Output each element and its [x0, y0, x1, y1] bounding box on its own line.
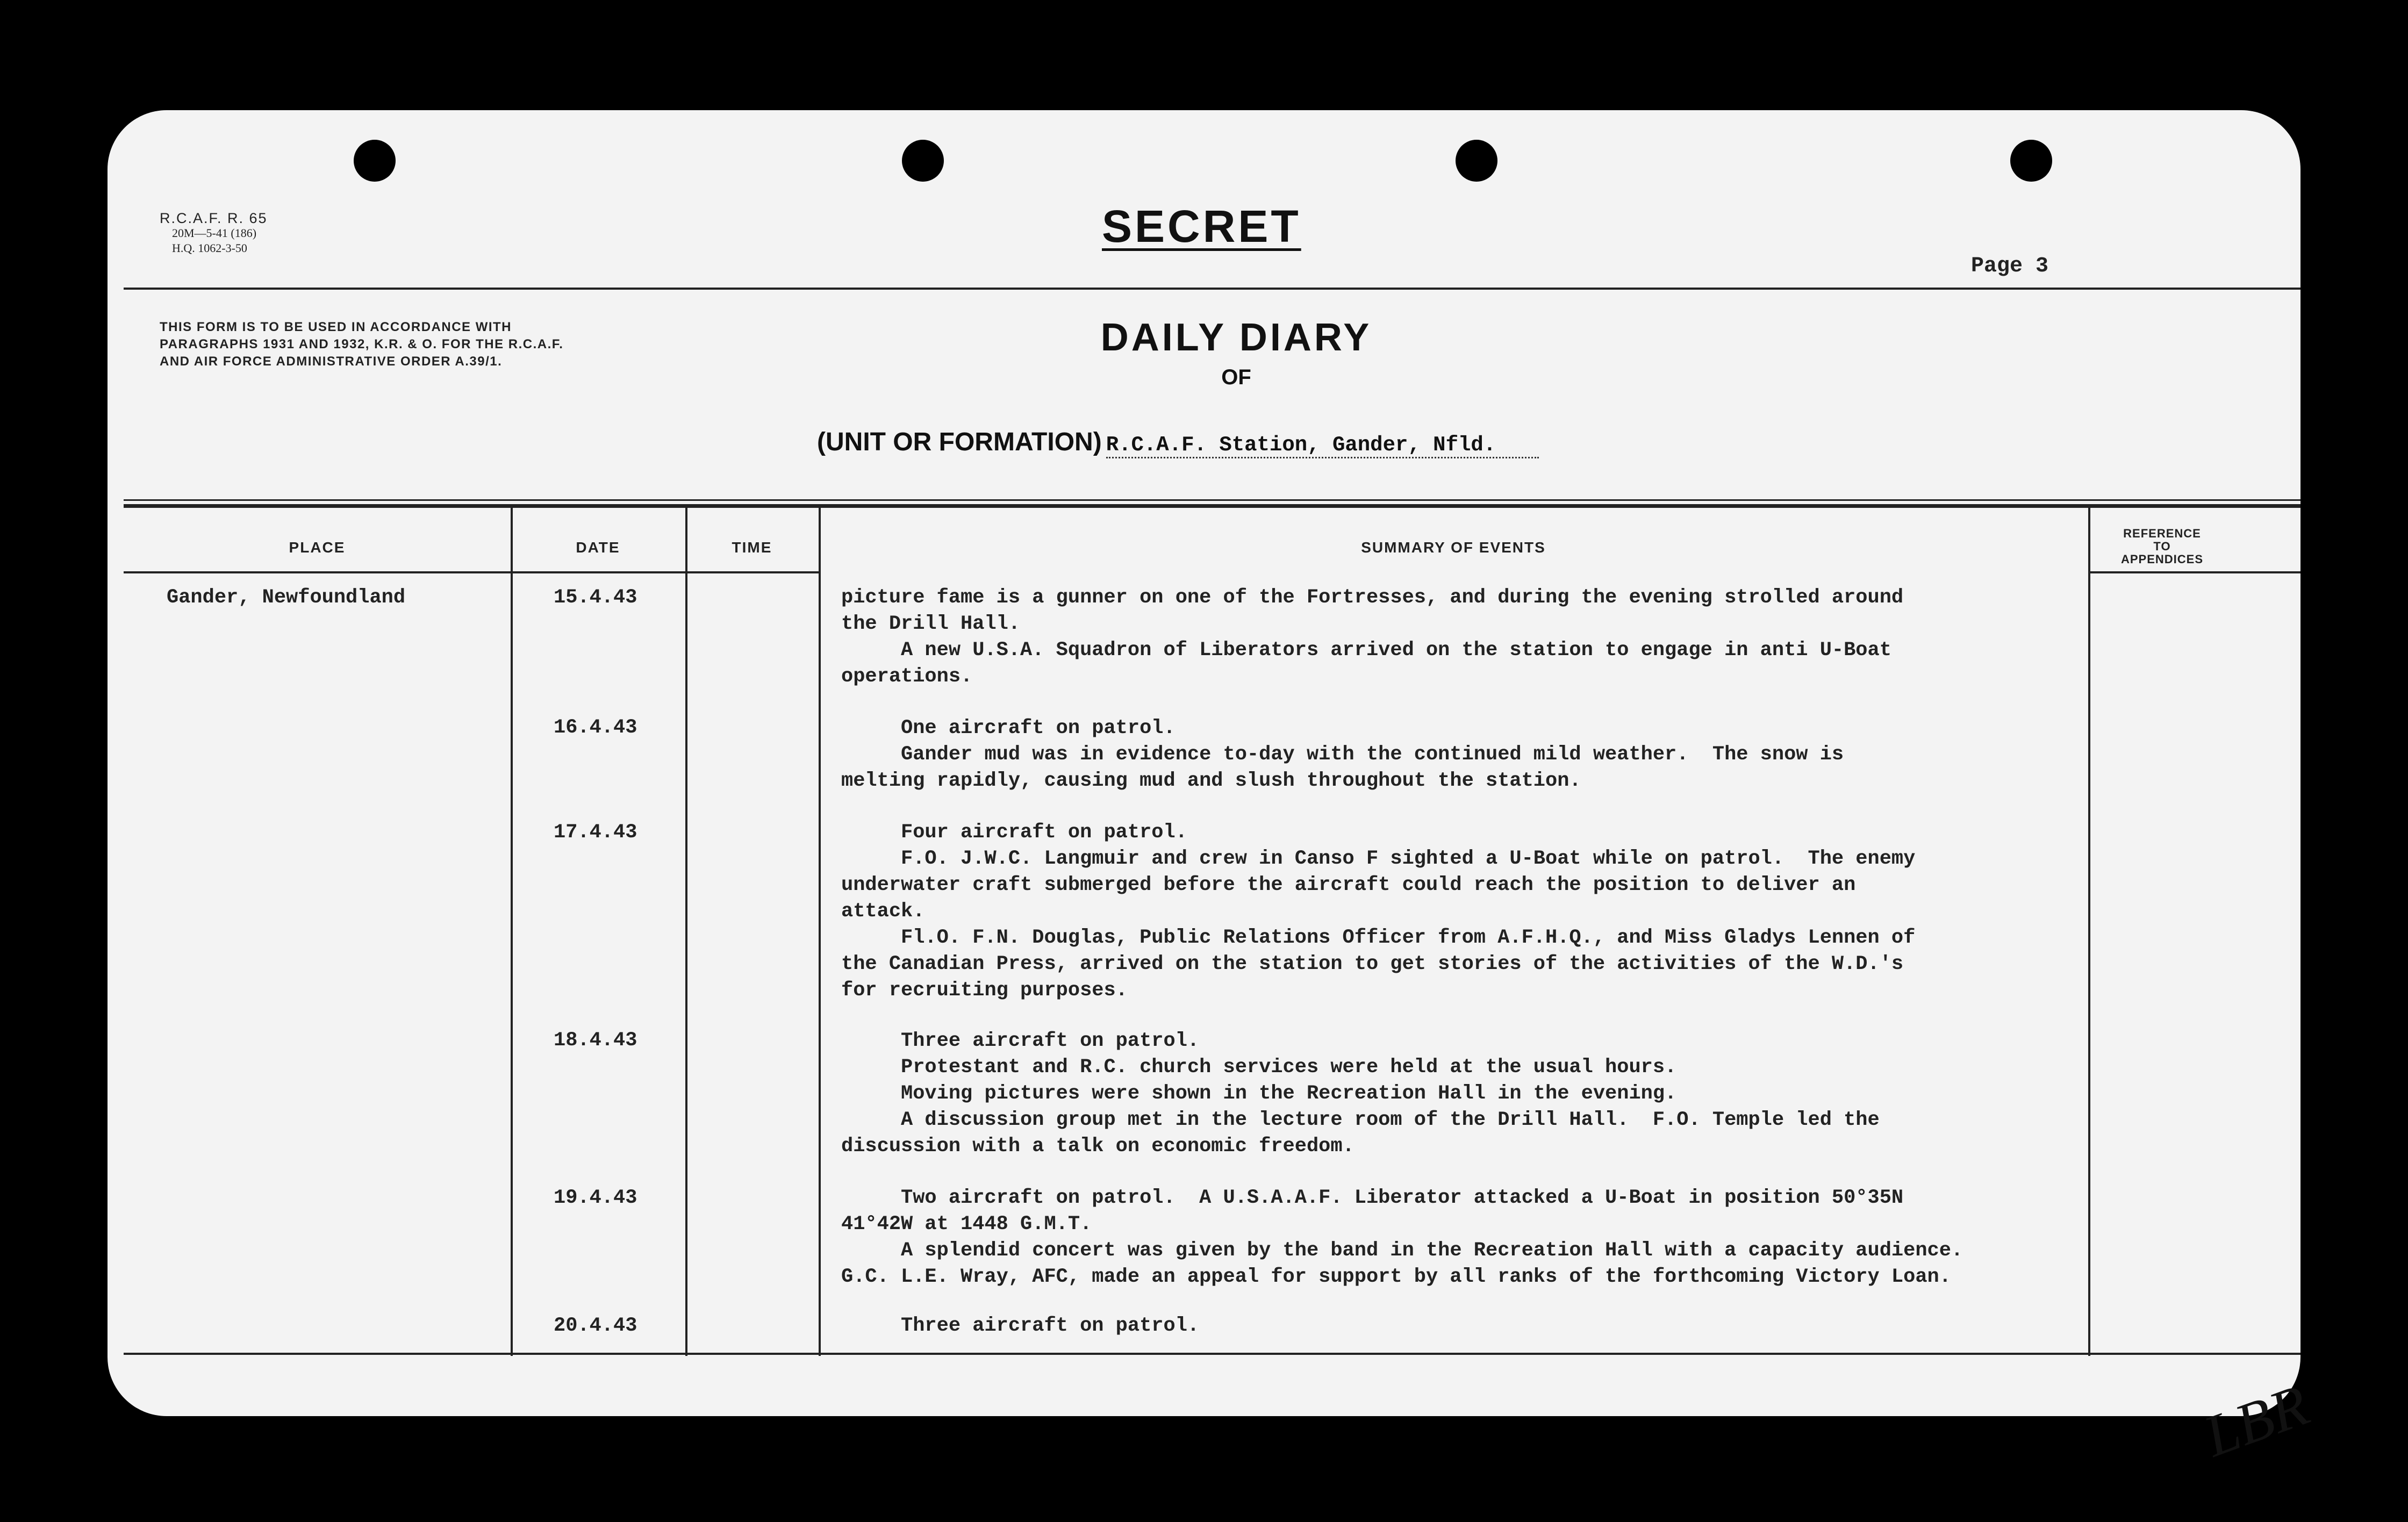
- header-rule: [124, 571, 819, 573]
- handwritten-signature: LBR: [2195, 1372, 2317, 1469]
- unit-value: R.C.A.F. Station, Gander, Nfld.: [1106, 433, 1539, 458]
- page-number: Page 3: [1971, 254, 2049, 278]
- divider: [124, 288, 2300, 290]
- diary-page: [108, 110, 2317, 1469]
- column-header-summary: SUMMARY OF EVENTS: [1361, 539, 1546, 556]
- bottom-rule: [124, 1353, 2300, 1355]
- date-cell: 15.4.43: [554, 586, 637, 609]
- column-header-reference: REFERENCE TO APPENDICES: [2120, 527, 2204, 566]
- date-cell: 18.4.43: [554, 1029, 637, 1052]
- entry-summary: Three aircraft on patrol.: [841, 1315, 1200, 1337]
- column-rule: [819, 507, 821, 1356]
- column-rule: [2088, 507, 2090, 1356]
- binder-hole: [354, 140, 396, 182]
- form-number: R.C.A.F. R. 65: [160, 210, 268, 226]
- header-rule: [2088, 571, 2300, 573]
- classification-heading: SECRET: [1102, 201, 1301, 252]
- form-instructions: THIS FORM IS TO BE USED IN ACCORDANCE WITH PARAGRAPHS 1931 AND 1932, K.R. & O. FOR THE R.C.A.F. AND AIR FORCE ADMINISTRATIVE ORDER A.39/1.: [160, 320, 564, 369]
- place-cell: Gander, Newfoundland: [167, 586, 406, 609]
- date-cell: 19.4.43: [554, 1187, 637, 1209]
- column-header-time: TIME: [732, 539, 772, 556]
- date-cell: 16.4.43: [554, 716, 637, 739]
- diary-table: [124, 507, 2300, 1356]
- unit-formation-line: [817, 427, 1539, 458]
- entry-summary: One aircraft on patrol. Gander mud was in evidence to-day with the continued mild weather. The snow is melting rapidly, causing mud and slush throughout the station.: [841, 717, 1844, 792]
- column-rule: [685, 507, 687, 1356]
- form-hq-code: H.Q. 1062-3-50: [172, 241, 247, 255]
- entry-summary: picture fame is a gunner on one of the Fortresses, and during the evening strolled around the Drill Hall. A new U.S.A. Squadron of Liberators arrived on the station to engage in anti U-Boat operations.: [841, 586, 1904, 688]
- form-print-code: 20M—5-41 (186): [172, 226, 257, 240]
- entry-summary: Four aircraft on patrol. F.O. J.W.C. Langmuir and crew in Canso F sighted a U-Boat while on patrol. The enemy underwater craft submerged before the aircraft could reach the position to deliver an attack. Fl.O. F.N. Douglas, Public Relations Officer from A.F.H.Q., and Miss Gladys Lennen of the Canadian Press, arrived on the station to get stories of the activities of the W.D.'s for recruiting purposes.: [841, 821, 1916, 1002]
- entry-summary: Two aircraft on patrol. A U.S.A.A.F. Liberator attacked a U-Boat in position 50°35N 41°42W at 1448 G.M.T. A splendid concert was given by the band in the Recreation Hall with a capacity audience. G.C. L.E. Wray, AFC, made an appeal for support by all ranks of the forthcoming Victory Loan.: [841, 1187, 1963, 1288]
- date-cell: 17.4.43: [554, 821, 637, 844]
- title-of: OF: [1221, 365, 1251, 389]
- binder-hole: [1456, 140, 1497, 182]
- column-header-place: PLACE: [289, 539, 346, 556]
- column-rule: [511, 507, 513, 1356]
- page-title: DAILY DIARY: [1100, 316, 1372, 359]
- divider: [124, 499, 2300, 501]
- unit-label: (UNIT OR FORMATION): [817, 428, 1102, 456]
- form-identifier: [160, 211, 268, 256]
- entry-summary: Three aircraft on patrol. Protestant and R.C. church services were held at the usual hours. Moving pictures were shown in the Recreation Hall in the evening. A discussion group met in the lecture room of the Drill Hall. F.O. Temple led the discussion with a talk on economic freedom.: [841, 1030, 1880, 1158]
- date-cell: 20.4.43: [554, 1315, 637, 1337]
- binder-hole: [902, 140, 944, 182]
- column-header-date: DATE: [576, 539, 620, 556]
- binder-hole: [2010, 140, 2052, 182]
